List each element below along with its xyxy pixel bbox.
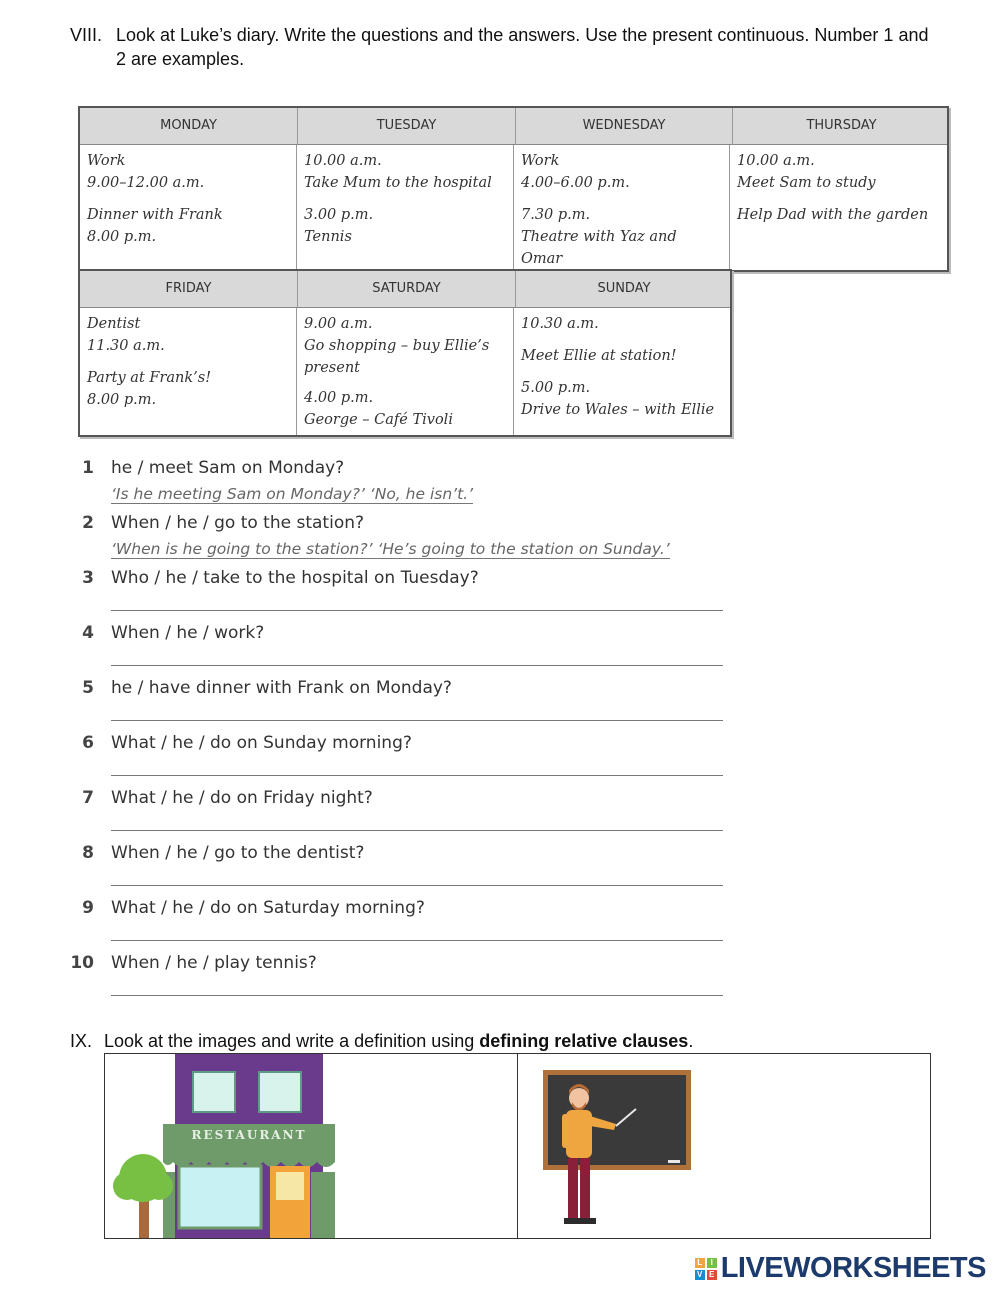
entry: Party at Frank’s! [87, 370, 212, 386]
instruction-bold: defining relative clauses [479, 1031, 689, 1051]
question-text: What / he / do on Saturday morning? [111, 898, 425, 918]
header-sunday: SUNDAY [597, 281, 651, 296]
question-text: When / he / go to the station? [111, 513, 365, 533]
question-text: he / have dinner with Frank on Monday? [111, 678, 452, 698]
entry: Take Mum to the hospital [304, 175, 492, 191]
answer-line[interactable] [111, 775, 723, 776]
restaurant-illustration [105, 1054, 517, 1238]
teacher-image-box [517, 1053, 931, 1239]
answer-line[interactable] [111, 830, 723, 831]
question-number: 1 [82, 458, 94, 478]
answer-line[interactable] [111, 720, 723, 721]
entry: 4.00 p.m. [304, 390, 374, 406]
entry: Theatre with Yaz and Omar [521, 229, 677, 267]
section-number: IX. [70, 1031, 93, 1051]
cell-thursday [730, 145, 947, 270]
question-number: 8 [82, 843, 94, 863]
answer-line[interactable] [111, 885, 723, 886]
entry: 7.30 p.m. [521, 207, 591, 223]
answer-line[interactable] [111, 940, 723, 941]
question-number: 3 [82, 568, 94, 588]
instruction-text: Look at the images and write a definition using [104, 1031, 480, 1051]
liveworksheets-logo [695, 1252, 986, 1285]
cell-monday [80, 145, 297, 270]
cell-saturday [297, 308, 514, 435]
entry: 8.00 p.m. [87, 229, 157, 245]
entry: Work [521, 153, 560, 169]
entry: Work [87, 153, 126, 169]
diary-table-top [78, 106, 949, 272]
entry: 10.00 a.m. [737, 153, 815, 169]
example-answer: ‘Is he meeting Sam on Monday?’ ‘No, he isn’t.’ [111, 485, 474, 503]
instruction-text: Look at Luke’s diary. Write the questions and the answers. Use the present continuous. Number 1 and 2 are examples. [116, 25, 929, 69]
diary-body-row [80, 308, 730, 435]
brand-name: LIVEWORKSHEETS [720, 1252, 986, 1284]
question-text: he / meet Sam on Monday? [111, 458, 345, 478]
entry: 8.00 p.m. [87, 392, 157, 408]
entry: 9.00 a.m. [304, 316, 373, 332]
header-wednesday: WEDNESDAY [516, 108, 733, 144]
entry: George – Café Tivoli [304, 412, 453, 428]
answer-line[interactable] [111, 995, 723, 996]
entry: Meet Sam to study [737, 175, 876, 191]
question-number: 5 [82, 678, 94, 698]
diary-header-row [80, 271, 730, 308]
diary-table-bottom [78, 269, 732, 437]
question-number: 6 [82, 733, 94, 753]
entry: Drive to Wales – with Ellie [521, 402, 715, 418]
entry: 3.00 p.m. [304, 207, 374, 223]
entry: Go shopping – buy Ellie’s present [304, 338, 490, 376]
example-answer: ‘When is he going to the station?’ ‘He’s going to the station on Sunday.’ [111, 540, 670, 558]
cell-tuesday [297, 145, 514, 270]
entry: Meet Ellie at station! [521, 348, 677, 364]
cell-friday [80, 308, 297, 435]
question-text: When / he / work? [111, 623, 265, 643]
question-number: 4 [82, 623, 94, 643]
entry: Dinner with Frank [87, 207, 223, 223]
entry: Dentist [87, 316, 141, 332]
entry: 11.30 a.m. [87, 338, 165, 354]
entry: 10.30 a.m. [521, 316, 599, 332]
entry: 10.00 a.m. [304, 153, 382, 169]
question-text: What / he / do on Sunday morning? [111, 733, 412, 753]
section-9-instruction [70, 1029, 693, 1053]
answer-line[interactable] [111, 665, 723, 666]
cell-wednesday [514, 145, 730, 270]
question-text: When / he / play tennis? [111, 953, 317, 973]
diary-header-row [80, 108, 947, 145]
question-number: 7 [82, 788, 94, 808]
diary-body-row [80, 145, 947, 270]
question-number: 10 [70, 953, 94, 973]
teacher-illustration [518, 1054, 930, 1238]
header-saturday: SATURDAY [298, 271, 516, 307]
header-friday: FRIDAY [80, 271, 298, 307]
restaurant-image-box [104, 1053, 518, 1239]
question-number: 9 [82, 898, 94, 918]
entry: 5.00 p.m. [521, 380, 591, 396]
question-text: When / he / go to the dentist? [111, 843, 365, 863]
cell-sunday [514, 308, 730, 435]
instruction-end: . [688, 1031, 694, 1051]
question-text: What / he / do on Friday night? [111, 788, 373, 808]
logo-grid-icon: L I V E [695, 1258, 717, 1280]
entry: 9.00–12.00 a.m. [87, 175, 205, 191]
restaurant-sign-text: RESTAURANT [191, 1128, 307, 1142]
entry: Help Dad with the garden [737, 207, 929, 223]
section-number: VIII. [70, 25, 103, 45]
answer-line[interactable] [111, 610, 723, 611]
question-number: 2 [82, 513, 94, 533]
header-thursday: THURSDAY [806, 118, 877, 133]
entry: Tennis [304, 229, 352, 245]
header-monday: MONDAY [80, 108, 298, 144]
header-tuesday: TUESDAY [298, 108, 516, 144]
question-text: Who / he / take to the hospital on Tuesday? [111, 568, 479, 588]
entry: 4.00–6.00 p.m. [521, 175, 630, 191]
